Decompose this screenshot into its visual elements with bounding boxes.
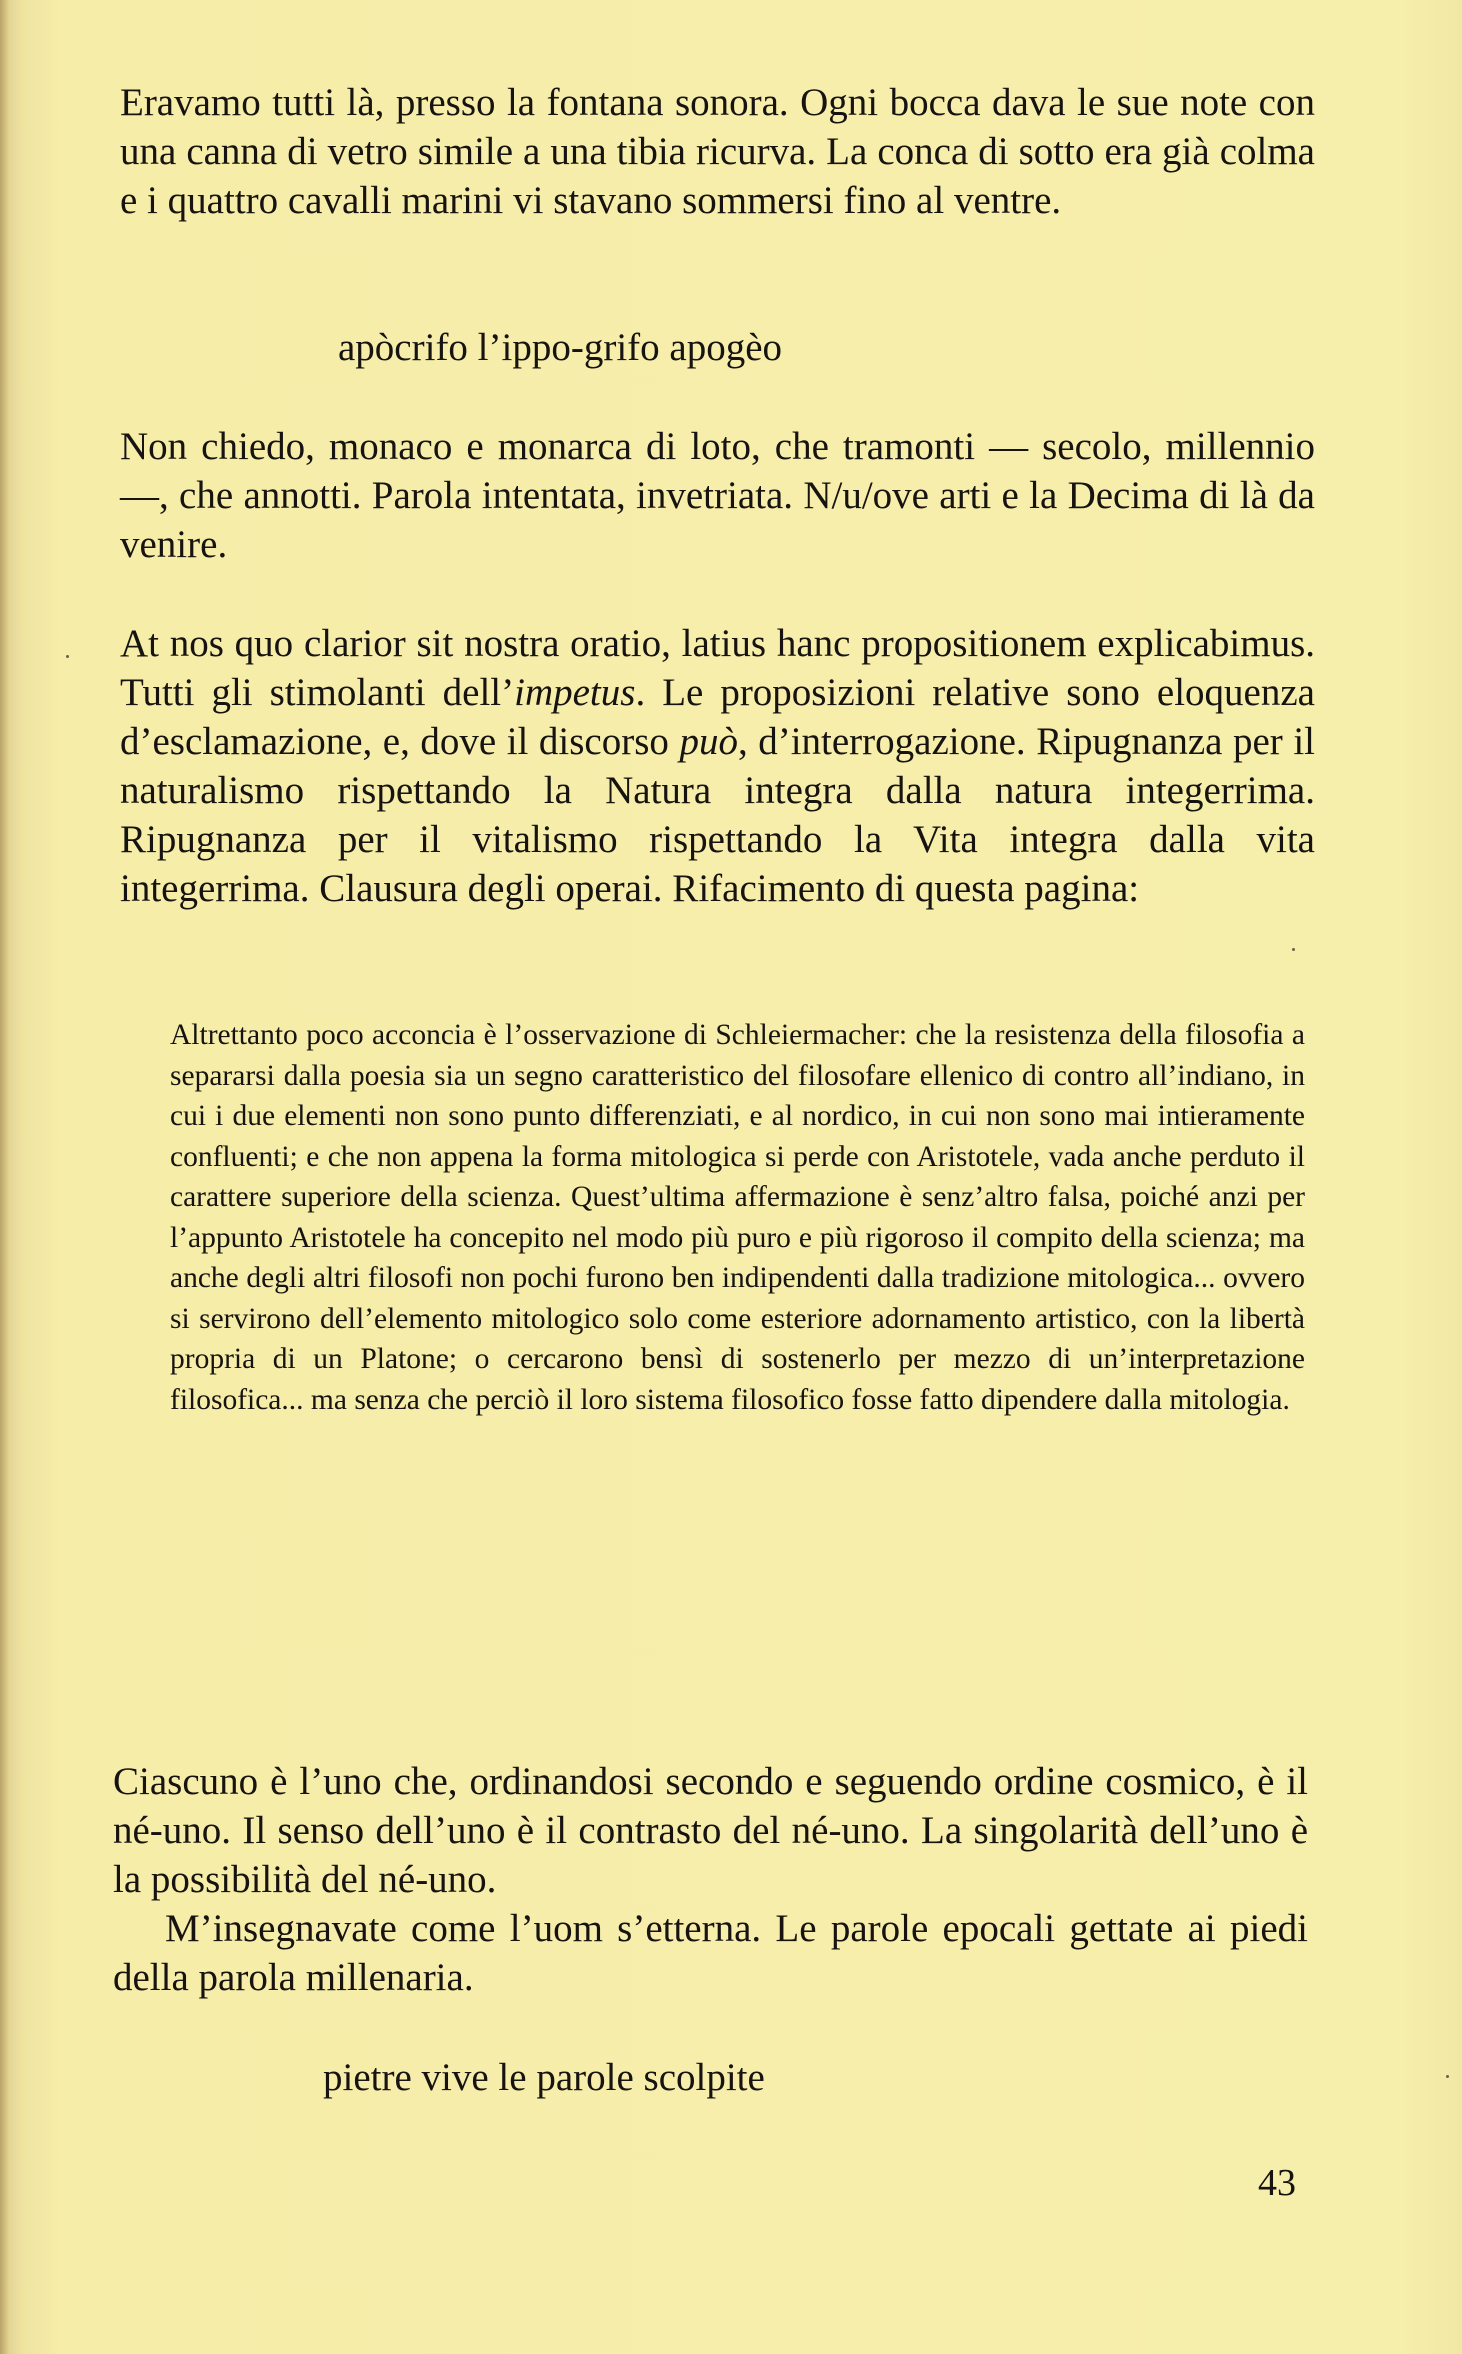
paragraph-uno: Ciascuno è l’uno che, ordinandosi secondo e seguendo ordine cosmico, è il né-uno. Il senso dell’uno è il contrasto del né-uno. La singolarità dell’uno è la possibilità del né-uno. [113, 1760, 1308, 1901]
page-number: 43 [1258, 2162, 1296, 2204]
ink-speck [1292, 948, 1295, 951]
block-quote-schleiermacher: Altrettanto poco acconcia è l’osservazione di Schleiermacher: che la resistenza della filosofia a separarsi dalla poesia sia un segno caratteristico del filosofare ellenico di contro all’indiano, in cui i due elementi non sono punto differenziati, e al nordico, in cui non sono mai intieramente confluenti; e che non appena la forma mitologica si perde con Aristotele, vada anche perduto il carattere superiore della scienza. Quest’ultima affermazione è senz’altro falsa, poiché anzi per l’appunto Aristotele ha concepito nel modo più puro e più rigoroso il compito della scienza; ma anche degli altri filosofi non pochi furono ben indipendenti dalla tradizione mitologica... ovvero si servirono dell’elemento mitologico solo come esteriore adornamento artistico, con la libertà propria di un Platone; o cercarono bensì di sostenerlo per mezzo di un’interpretazione filosofica... ma senza che perciò il loro sistema filosofico fosse fatto dipendere dalla mitologia. [170, 1019, 1305, 1416]
latin-text-middle: . Le proposizioni relative sono eloquenza d’esclamazione, e, dove il discorso [120, 671, 1315, 763]
latin-text-after: , d’interrogazione. Ripugnanza per il naturalismo rispettando la Natura integra dalla natura integerrima. Ripugnanza per il vitalismo rispettando la Vita integra dalla vita integerrima. Clausura degli operai. Rifacimento di questa pagina: [120, 720, 1315, 910]
page-gutter-edge [0, 0, 10, 2354]
paragraph-fontana: Eravamo tutti là, presso la fontana sonora. Ogni bocca dava le sue note con una canna di vetro simile a una tibia ricurva. La conca di sotto era già colma e i quattro cavalli marini vi stavano sommersi fino al ventre. [120, 81, 1315, 222]
paragraph-monaco: Non chiedo, monaco e monarca di loto, che tramonti — secolo, millennio —, che annotti. Parola intentata, invetriata. N/u/ove arti e la Decima di là da venire. [120, 425, 1315, 566]
latin-puo-italic: può [679, 720, 738, 763]
verse-ippogrifo: apòcrifo l’ippo-grifo apogèo [338, 326, 783, 369]
ink-speck [66, 655, 69, 658]
latin-text-before: At nos quo clarior sit nostra oratio, latius hanc propositionem explicabimus. Tutti gli stimolanti dell’ [120, 622, 1315, 714]
latin-impetus-italic: impetus [514, 671, 636, 714]
paragraph-latin [120, 619, 1315, 913]
paragraph-uom: M’insegnavate come l’uom s’etterna. Le parole epocali gettate ai piedi della parola millenaria. [113, 1907, 1308, 1999]
ink-speck [1446, 2075, 1449, 2078]
verse-pietre: pietre vive le parole scolpite [323, 2056, 765, 2099]
